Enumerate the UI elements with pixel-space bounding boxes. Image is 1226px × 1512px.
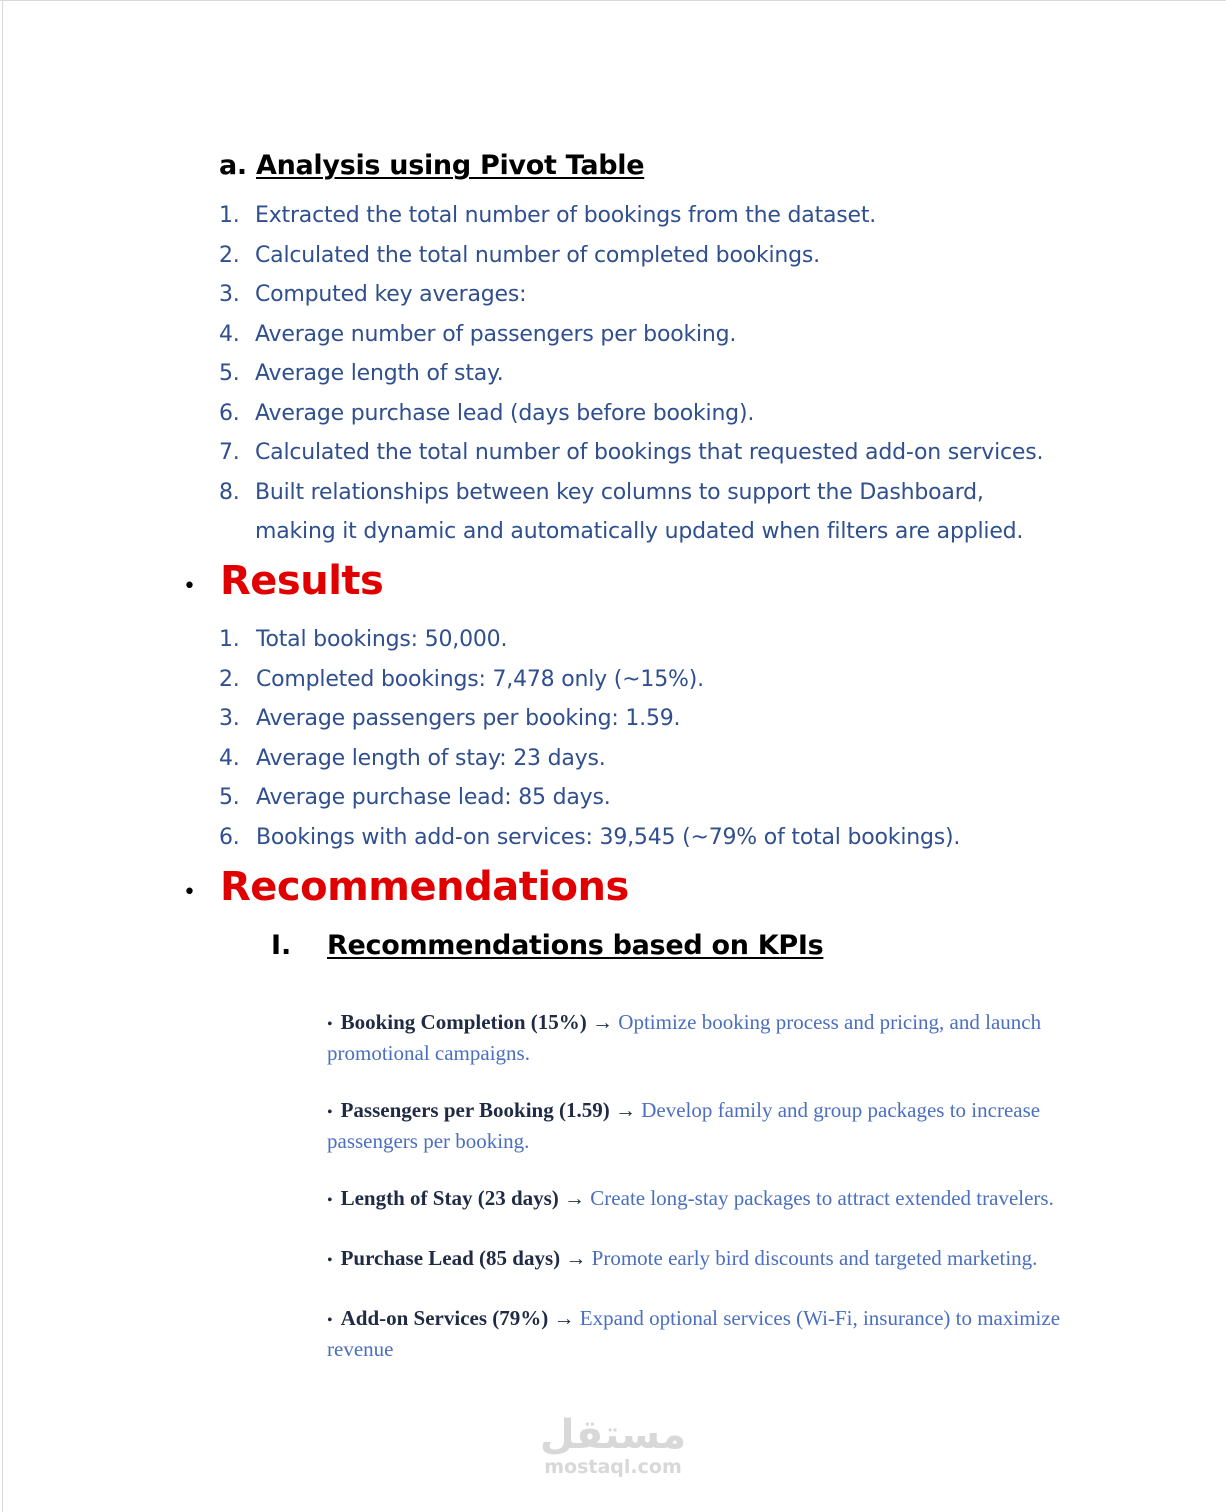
section-a-title: Analysis using Pivot Table [256, 150, 645, 181]
list-number: 6. [219, 400, 240, 426]
results-bullet: • [183, 574, 196, 599]
list-number: 3. [219, 706, 240, 731]
list-text: Computed key averages: [255, 282, 527, 307]
list-item [219, 433, 1043, 473]
recommendation-text: Optimize booking process and pricing, and launch promotional campaigns. [327, 1010, 1042, 1065]
list-number: 3. [219, 282, 240, 307]
list-item [219, 394, 1043, 434]
list-number: 1. [219, 203, 240, 228]
list-item [219, 236, 1043, 276]
list-number: 2. [219, 242, 240, 268]
list-text: making it dynamic and automatically updated when filters are applied. [255, 519, 1024, 544]
list-text: Average length of stay: 23 days. [256, 745, 606, 771]
kpi-label: Purchase Lead (85 days) [340, 1246, 561, 1270]
recommendation-item [327, 1008, 1087, 1067]
list-number: 7. [219, 440, 240, 465]
recommendation-text: Expand optional services (Wi-Fi, insurance) to maximize revenue [327, 1306, 1061, 1361]
section-a-prefix: a. [219, 150, 247, 181]
list-number: 2. [219, 666, 240, 692]
list-item [219, 699, 960, 739]
kpi-label: Add-on Services (79%) [340, 1306, 549, 1330]
list-text: Total bookings: 50,000. [256, 627, 508, 652]
list-item [219, 473, 1043, 513]
bullet-icon: • [327, 1312, 333, 1329]
bullet-icon: • [327, 1016, 333, 1033]
results-list [219, 620, 960, 857]
list-text: Average passengers per booking: 1.59. [256, 706, 681, 731]
list-text: Average length of stay. [255, 361, 504, 386]
list-item [219, 620, 960, 660]
list-item-continuation [219, 512, 1043, 552]
list-item [219, 315, 1043, 355]
recommendations-bullet: • [183, 880, 196, 905]
arrow-right-icon: → [614, 1098, 636, 1122]
recommendation-item [327, 1184, 1087, 1215]
kpi-label: Length of Stay (23 days) [340, 1186, 559, 1210]
page-border [0, 0, 1226, 1]
recommendation-item [327, 1244, 1087, 1275]
arrow-right-icon: → [592, 1010, 614, 1034]
list-text: Average number of passengers per booking. [255, 321, 737, 347]
bullet-icon: • [327, 1192, 333, 1209]
subsection-number: I. [271, 930, 292, 961]
kpi-label: Passengers per Booking (1.59) [340, 1098, 610, 1122]
list-item [219, 275, 1043, 315]
list-text: Average purchase lead: 85 days. [256, 785, 611, 810]
arrow-right-icon: → [565, 1246, 587, 1270]
watermark-logo [538, 1414, 688, 1478]
list-item [219, 196, 1043, 236]
list-text: Extracted the total number of bookings from the dataset. [255, 203, 877, 228]
list-item [219, 660, 960, 700]
recommendation-item [327, 1096, 1087, 1155]
list-number: 6. [219, 824, 240, 850]
list-item [219, 818, 960, 858]
results-heading: Results [220, 558, 384, 604]
watermark-arabic: مستقل [539, 1412, 687, 1458]
list-number: 5. [219, 785, 240, 810]
list-text: Bookings with add-on services: 39,545 (~79% of total bookings). [256, 824, 961, 850]
list-item [219, 778, 960, 818]
list-item [219, 354, 1043, 394]
list-number: 4. [219, 321, 240, 347]
list-item [219, 739, 960, 779]
list-text: Built relationships between key columns to support the Dashboard, [255, 479, 984, 505]
section-a-heading [219, 150, 644, 181]
list-number: 8. [219, 479, 240, 505]
recommendations-heading: Recommendations [220, 864, 629, 910]
arrow-right-icon: → [564, 1186, 586, 1210]
list-text: Completed bookings: 7,478 only (~15%). [256, 666, 704, 692]
recommendation-text: Create long-stay packages to attract extended travelers. [590, 1186, 1054, 1210]
analysis-steps-list [219, 196, 1043, 552]
subsection-heading: Recommendations based on KPIs [327, 930, 824, 961]
kpi-label: Booking Completion (15%) [340, 1010, 587, 1034]
list-text: Calculated the total number of completed bookings. [255, 242, 820, 268]
bullet-icon: • [327, 1104, 333, 1121]
bullet-icon: • [327, 1252, 333, 1269]
list-number: 5. [219, 361, 240, 386]
recommendation-text: Develop family and group packages to increase passengers per booking. [327, 1098, 1041, 1153]
list-number: 4. [219, 745, 240, 771]
kpi-recommendations-list [327, 1008, 1087, 1392]
list-text: Calculated the total number of bookings that requested add-on services. [255, 440, 1044, 465]
recommendation-item [327, 1304, 1087, 1363]
recommendation-text: Promote early bird discounts and targeted marketing. [591, 1246, 1038, 1270]
list-text: Average purchase lead (days before booking). [255, 400, 755, 426]
page-border [2, 0, 3, 1512]
list-number: 1. [219, 627, 240, 652]
watermark-latin: mostaql.com [544, 1456, 682, 1478]
arrow-right-icon: → [553, 1306, 575, 1330]
